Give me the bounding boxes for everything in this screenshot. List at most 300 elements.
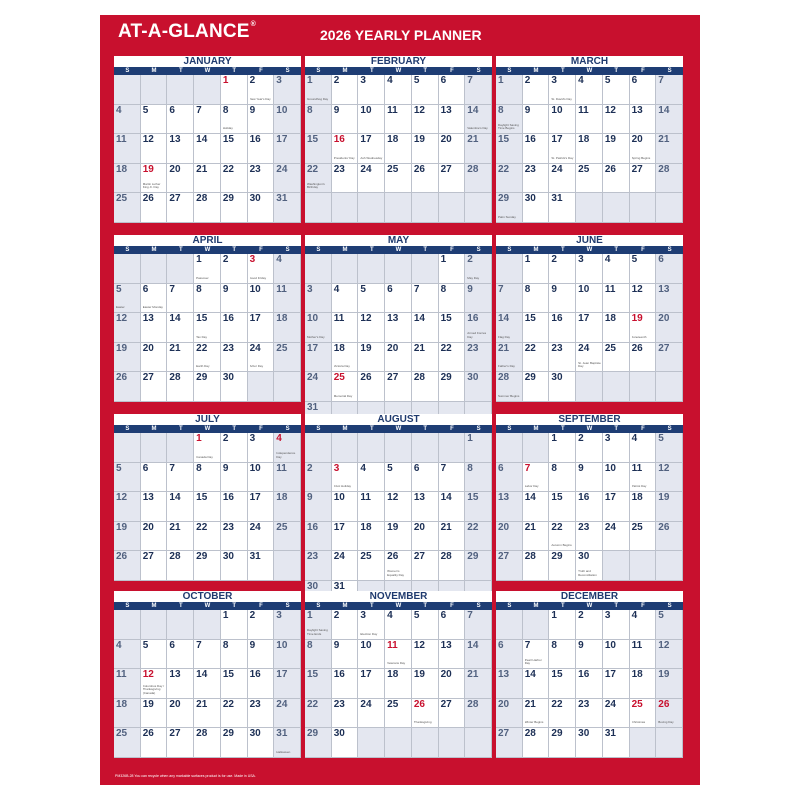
day-cell[interactable] [603,105,630,135]
day-cell[interactable] [630,669,657,699]
day-cell[interactable] [656,551,683,581]
day-cell[interactable] [603,463,630,493]
day-cell[interactable] [603,699,630,729]
day-cell[interactable] [141,433,168,463]
day-cell[interactable] [576,522,603,552]
day-cell[interactable] [465,164,492,194]
day-cell[interactable] [248,551,275,581]
day-cell[interactable] [385,134,412,164]
day-cell[interactable] [603,75,630,105]
day-cell[interactable] [385,492,412,522]
day-cell[interactable] [141,640,168,670]
day-cell[interactable] [439,284,466,314]
day-cell[interactable] [576,699,603,729]
day-cell[interactable] [523,284,550,314]
day-cell[interactable] [114,313,141,343]
day-cell[interactable] [496,728,523,758]
day-cell[interactable] [496,433,523,463]
day-cell[interactable] [385,313,412,343]
day-cell[interactable] [603,284,630,314]
day-cell[interactable] [332,105,359,135]
day-cell[interactable] [465,522,492,552]
day-cell[interactable] [465,669,492,699]
day-cell[interactable] [114,463,141,493]
day-cell[interactable] [439,343,466,373]
day-cell[interactable] [167,640,194,670]
day-cell[interactable] [439,193,466,223]
day-cell[interactable] [603,254,630,284]
day-cell[interactable] [603,134,630,164]
day-cell[interactable] [167,492,194,522]
day-cell[interactable] [141,551,168,581]
day-cell[interactable] [496,105,523,135]
day-cell[interactable] [465,640,492,670]
day-cell[interactable] [412,313,439,343]
day-cell[interactable] [358,372,385,402]
day-cell[interactable] [194,343,221,373]
day-cell[interactable] [549,105,576,135]
day-cell[interactable] [439,522,466,552]
day-cell[interactable] [274,699,301,729]
day-cell[interactable] [221,284,248,314]
day-cell[interactable] [194,372,221,402]
day-cell[interactable] [549,134,576,164]
day-cell[interactable] [305,193,332,223]
day-cell[interactable] [603,343,630,373]
day-cell[interactable] [523,522,550,552]
day-cell[interactable] [248,164,275,194]
day-cell[interactable] [656,640,683,670]
day-cell[interactable] [576,254,603,284]
day-cell[interactable] [274,254,301,284]
day-cell[interactable] [194,728,221,758]
day-cell[interactable] [305,254,332,284]
day-cell[interactable] [385,164,412,194]
day-cell[interactable] [439,669,466,699]
day-cell[interactable] [114,433,141,463]
day-cell[interactable] [576,75,603,105]
day-cell[interactable] [221,164,248,194]
day-cell[interactable] [412,372,439,402]
day-cell[interactable] [603,313,630,343]
day-cell[interactable] [523,551,550,581]
day-cell[interactable] [630,75,657,105]
day-cell[interactable] [167,343,194,373]
day-cell[interactable] [603,728,630,758]
day-cell[interactable] [141,313,168,343]
day-cell[interactable] [332,254,359,284]
day-cell[interactable] [523,105,550,135]
day-cell[interactable] [412,522,439,552]
day-cell[interactable] [412,134,439,164]
day-cell[interactable] [248,372,275,402]
day-cell[interactable] [549,193,576,223]
day-cell[interactable] [332,75,359,105]
day-cell[interactable] [167,551,194,581]
day-cell[interactable] [114,343,141,373]
day-cell[interactable] [221,313,248,343]
day-cell[interactable] [603,640,630,670]
day-cell[interactable] [465,372,492,402]
day-cell[interactable] [656,372,683,402]
day-cell[interactable] [248,254,275,284]
day-cell[interactable] [439,640,466,670]
day-cell[interactable] [274,284,301,314]
day-cell[interactable] [630,284,657,314]
day-cell[interactable] [274,343,301,373]
day-cell[interactable] [439,105,466,135]
day-cell[interactable] [141,669,168,699]
day-cell[interactable] [630,343,657,373]
day-cell[interactable] [630,313,657,343]
day-cell[interactable] [194,669,221,699]
day-cell[interactable] [576,164,603,194]
day-cell[interactable] [523,492,550,522]
day-cell[interactable] [576,343,603,373]
day-cell[interactable] [549,463,576,493]
day-cell[interactable] [248,640,275,670]
day-cell[interactable] [465,134,492,164]
day-cell[interactable] [141,372,168,402]
day-cell[interactable] [439,699,466,729]
day-cell[interactable] [194,610,221,640]
day-cell[interactable] [465,193,492,223]
day-cell[interactable] [439,551,466,581]
day-cell[interactable] [274,728,301,758]
day-cell[interactable] [114,193,141,223]
day-cell[interactable] [194,134,221,164]
day-cell[interactable] [576,728,603,758]
day-cell[interactable] [358,463,385,493]
day-cell[interactable] [412,75,439,105]
day-cell[interactable] [305,164,332,194]
day-cell[interactable] [603,433,630,463]
day-cell[interactable] [465,610,492,640]
day-cell[interactable] [248,610,275,640]
day-cell[interactable] [358,551,385,581]
day-cell[interactable] [114,669,141,699]
day-cell[interactable] [358,284,385,314]
day-cell[interactable] [358,343,385,373]
day-cell[interactable] [412,492,439,522]
day-cell[interactable] [248,433,275,463]
day-cell[interactable] [141,463,168,493]
day-cell[interactable] [248,313,275,343]
day-cell[interactable] [439,463,466,493]
day-cell[interactable] [194,640,221,670]
day-cell[interactable] [496,522,523,552]
day-cell[interactable] [630,193,657,223]
day-cell[interactable] [412,284,439,314]
day-cell[interactable] [274,134,301,164]
day-cell[interactable] [630,372,657,402]
day-cell[interactable] [465,284,492,314]
day-cell[interactable] [439,372,466,402]
day-cell[interactable] [496,463,523,493]
day-cell[interactable] [465,254,492,284]
day-cell[interactable] [412,164,439,194]
day-cell[interactable] [576,669,603,699]
day-cell[interactable] [274,372,301,402]
day-cell[interactable] [576,193,603,223]
day-cell[interactable] [358,134,385,164]
day-cell[interactable] [549,164,576,194]
day-cell[interactable] [576,551,603,581]
day-cell[interactable] [141,134,168,164]
day-cell[interactable] [194,105,221,135]
day-cell[interactable] [656,193,683,223]
day-cell[interactable] [221,522,248,552]
day-cell[interactable] [385,551,412,581]
day-cell[interactable] [412,343,439,373]
day-cell[interactable] [656,522,683,552]
day-cell[interactable] [221,728,248,758]
day-cell[interactable] [332,164,359,194]
day-cell[interactable] [274,105,301,135]
day-cell[interactable] [248,728,275,758]
day-cell[interactable] [630,640,657,670]
day-cell[interactable] [385,728,412,758]
day-cell[interactable] [248,522,275,552]
day-cell[interactable] [465,105,492,135]
day-cell[interactable] [385,522,412,552]
day-cell[interactable] [305,728,332,758]
day-cell[interactable] [439,610,466,640]
day-cell[interactable] [656,610,683,640]
day-cell[interactable] [332,463,359,493]
day-cell[interactable] [439,254,466,284]
day-cell[interactable] [656,463,683,493]
day-cell[interactable] [114,254,141,284]
day-cell[interactable] [496,669,523,699]
day-cell[interactable] [549,313,576,343]
day-cell[interactable] [576,640,603,670]
day-cell[interactable] [465,343,492,373]
day-cell[interactable] [523,343,550,373]
day-cell[interactable] [305,699,332,729]
day-cell[interactable] [114,728,141,758]
day-cell[interactable] [305,284,332,314]
day-cell[interactable] [358,433,385,463]
day-cell[interactable] [194,75,221,105]
day-cell[interactable] [656,164,683,194]
day-cell[interactable] [358,610,385,640]
day-cell[interactable] [274,492,301,522]
day-cell[interactable] [248,463,275,493]
day-cell[interactable] [167,669,194,699]
day-cell[interactable] [332,492,359,522]
day-cell[interactable] [332,313,359,343]
day-cell[interactable] [576,372,603,402]
day-cell[interactable] [576,284,603,314]
day-cell[interactable] [274,640,301,670]
day-cell[interactable] [221,640,248,670]
day-cell[interactable] [221,193,248,223]
day-cell[interactable] [465,699,492,729]
day-cell[interactable] [332,728,359,758]
day-cell[interactable] [549,254,576,284]
day-cell[interactable] [439,492,466,522]
day-cell[interactable] [630,433,657,463]
day-cell[interactable] [167,313,194,343]
day-cell[interactable] [523,463,550,493]
day-cell[interactable] [576,134,603,164]
day-cell[interactable] [576,463,603,493]
day-cell[interactable] [248,699,275,729]
day-cell[interactable] [439,433,466,463]
day-cell[interactable] [630,492,657,522]
day-cell[interactable] [439,313,466,343]
day-cell[interactable] [141,75,168,105]
day-cell[interactable] [439,134,466,164]
day-cell[interactable] [576,433,603,463]
day-cell[interactable] [358,728,385,758]
day-cell[interactable] [656,313,683,343]
day-cell[interactable] [114,284,141,314]
day-cell[interactable] [332,284,359,314]
day-cell[interactable] [114,134,141,164]
day-cell[interactable] [221,463,248,493]
day-cell[interactable] [358,313,385,343]
day-cell[interactable] [248,134,275,164]
day-cell[interactable] [630,164,657,194]
day-cell[interactable] [412,551,439,581]
day-cell[interactable] [332,610,359,640]
day-cell[interactable] [358,492,385,522]
day-cell[interactable] [194,193,221,223]
day-cell[interactable] [305,313,332,343]
day-cell[interactable] [221,343,248,373]
day-cell[interactable] [141,105,168,135]
day-cell[interactable] [385,669,412,699]
day-cell[interactable] [358,193,385,223]
day-cell[interactable] [603,522,630,552]
day-cell[interactable] [248,284,275,314]
day-cell[interactable] [141,254,168,284]
day-cell[interactable] [248,343,275,373]
day-cell[interactable] [332,193,359,223]
day-cell[interactable] [523,372,550,402]
day-cell[interactable] [496,551,523,581]
day-cell[interactable] [141,164,168,194]
day-cell[interactable] [630,728,657,758]
day-cell[interactable] [141,610,168,640]
day-cell[interactable] [274,669,301,699]
day-cell[interactable] [656,492,683,522]
day-cell[interactable] [114,164,141,194]
day-cell[interactable] [141,728,168,758]
day-cell[interactable] [114,551,141,581]
day-cell[interactable] [221,551,248,581]
day-cell[interactable] [412,463,439,493]
day-cell[interactable] [523,134,550,164]
day-cell[interactable] [412,728,439,758]
day-cell[interactable] [305,551,332,581]
day-cell[interactable] [167,433,194,463]
day-cell[interactable] [194,254,221,284]
day-cell[interactable] [549,728,576,758]
day-cell[interactable] [305,463,332,493]
day-cell[interactable] [221,75,248,105]
day-cell[interactable] [358,75,385,105]
day-cell[interactable] [358,164,385,194]
day-cell[interactable] [496,610,523,640]
day-cell[interactable] [167,463,194,493]
day-cell[interactable] [305,492,332,522]
day-cell[interactable] [114,105,141,135]
day-cell[interactable] [439,75,466,105]
day-cell[interactable] [167,284,194,314]
day-cell[interactable] [496,164,523,194]
day-cell[interactable] [332,343,359,373]
day-cell[interactable] [656,284,683,314]
day-cell[interactable] [141,343,168,373]
day-cell[interactable] [439,164,466,194]
day-cell[interactable] [465,313,492,343]
day-cell[interactable] [496,313,523,343]
day-cell[interactable] [167,372,194,402]
day-cell[interactable] [358,522,385,552]
day-cell[interactable] [114,75,141,105]
day-cell[interactable] [465,551,492,581]
day-cell[interactable] [412,640,439,670]
day-cell[interactable] [496,343,523,373]
day-cell[interactable] [496,134,523,164]
day-cell[interactable] [167,522,194,552]
day-cell[interactable] [603,669,630,699]
day-cell[interactable] [385,284,412,314]
day-cell[interactable] [385,343,412,373]
day-cell[interactable] [630,254,657,284]
day-cell[interactable] [496,492,523,522]
day-cell[interactable] [523,610,550,640]
day-cell[interactable] [332,522,359,552]
day-cell[interactable] [496,254,523,284]
day-cell[interactable] [305,75,332,105]
day-cell[interactable] [141,193,168,223]
day-cell[interactable] [274,610,301,640]
day-cell[interactable] [465,728,492,758]
day-cell[interactable] [194,522,221,552]
day-cell[interactable] [141,284,168,314]
day-cell[interactable] [630,105,657,135]
day-cell[interactable] [358,699,385,729]
day-cell[interactable] [656,669,683,699]
day-cell[interactable] [248,492,275,522]
day-cell[interactable] [274,463,301,493]
day-cell[interactable] [385,254,412,284]
day-cell[interactable] [496,75,523,105]
day-cell[interactable] [656,254,683,284]
day-cell[interactable] [523,193,550,223]
day-cell[interactable] [603,492,630,522]
day-cell[interactable] [549,284,576,314]
day-cell[interactable] [305,669,332,699]
day-cell[interactable] [194,433,221,463]
day-cell[interactable] [523,669,550,699]
day-cell[interactable] [167,254,194,284]
day-cell[interactable] [496,284,523,314]
day-cell[interactable] [221,134,248,164]
day-cell[interactable] [523,640,550,670]
day-cell[interactable] [465,463,492,493]
day-cell[interactable] [656,343,683,373]
day-cell[interactable] [114,699,141,729]
day-cell[interactable] [549,433,576,463]
day-cell[interactable] [496,640,523,670]
day-cell[interactable] [412,105,439,135]
day-cell[interactable] [412,610,439,640]
